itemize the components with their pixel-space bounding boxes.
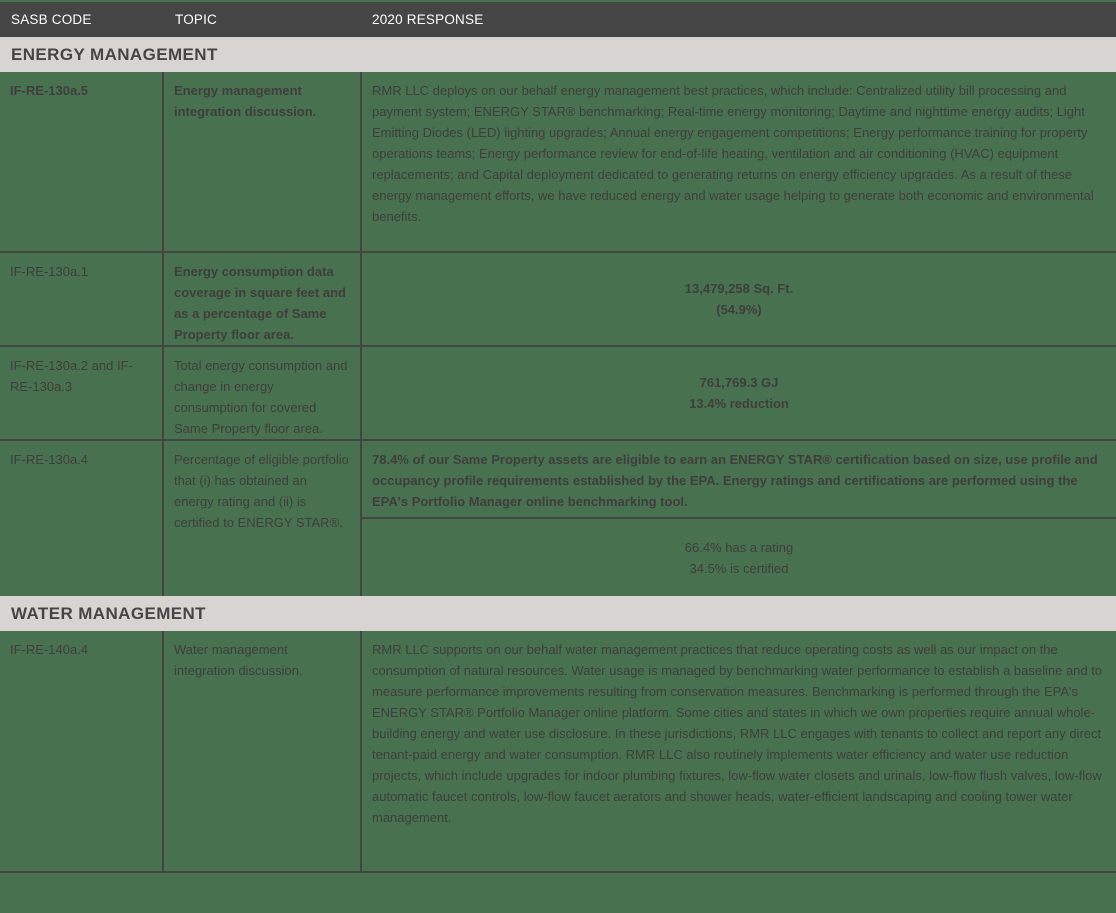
topic: Percentage of eligible portfolio that (i) has obtained an energy rating and (ii) is certified to ENERGY STAR®. (164, 441, 362, 596)
response-value: 13,479,258 Sq. Ft. (684, 281, 794, 296)
topic: Water management integration discussion. (164, 631, 362, 871)
table-row (0, 441, 1116, 596)
response: RMR LLC supports on our behalf water management practices that reduce operating costs as well as our impact on the consumption of natural resources. Water usage is managed by benchmarking water performance to establish a baseline and to measure performance improvements resulting from conservation measures. Benchmarking is performed through the EPA's ENERGY STAR® Portfolio Manager online platform. Some cities and states in which we own properties require annual whole-building energy and water use disclosure. In these jurisdictions, RMR LLC engages with tenants to collect and report any direct tenant-paid energy and water consumption. RMR LLC also routinely implements water efficiency and water use reduction projects, which include upgrades for indoor plumbing fixtures, low-flow water closets and urinals, low-flow flush valves, low-flow automatic faucet controls, low-flow faucet aerators and shower heads, water-efficient landscaping and cooling tower water management. (372, 642, 1103, 825)
sasb-code: IF-RE-130a.2 and IF-RE-130a.3 (0, 347, 164, 439)
response-change: 13.4% reduction (689, 396, 789, 411)
table-header (0, 2, 1116, 37)
table-row (0, 72, 1116, 253)
sasb-code: IF-RE-130a.5 (0, 72, 164, 251)
topic: Energy consumption data coverage in square feet and as a percentage of Same Property floor area. (164, 253, 362, 345)
sasb-table (0, 2, 1116, 873)
response (362, 253, 1116, 345)
response: RMR LLC deploys on our behalf energy management best practices, which include: Centralized utility bill processing and payment system; ENERGY STAR® benchmarking; Real-time energy monitoring; Daytime and nighttime energy audits; Light Emitting Diodes (LED) lighting upgrades; Annual energy engagement competitions; Energy performance training for property operations teams; Energy performance review for end-of-life heating, ventilation and air conditioning (HVAC) equipment replacements; and Capital deployment dedicated to generating returns on energy efficiency upgrades. As a result of these energy management efforts, we have reduced energy and water usage helping to generate both economic and environmental benefits. (372, 83, 1094, 224)
response-text: 78.4% of our Same Property assets are eligible to earn an ENERGY STAR® certification based on size, use profile and occupancy profile requirements established by the EPA. Energy ratings and certifications are performed using the EPA's Portfolio Manager online benchmarking tool. (362, 441, 1116, 519)
sasb-code: IF-RE-130a.1 (0, 253, 164, 345)
response (362, 441, 1116, 596)
header-response: 2020 RESPONSE (372, 12, 484, 27)
section-water-management: WATER MANAGEMENT (0, 596, 1116, 631)
header-topic: TOPIC (175, 12, 218, 27)
sasb-code: IF-RE-140a.4 (0, 631, 164, 871)
rating-stat: 66.4% has a rating (684, 539, 794, 555)
header-sasb-code: SASB CODE (11, 12, 92, 27)
section-energy-management: ENERGY MANAGEMENT (0, 37, 1116, 72)
response (362, 347, 1116, 439)
topic: Energy management integration discussion. (164, 72, 362, 251)
topic: Total energy consumption and change in energy consumption for covered Same Property floor area. (164, 347, 362, 439)
response-percentage: (54.9%) (716, 302, 762, 317)
table-row (0, 347, 1116, 441)
table-row (0, 253, 1116, 347)
response-stats (362, 519, 1116, 596)
response-value: 761,769.3 GJ (699, 375, 779, 390)
sasb-code: IF-RE-130a.4 (0, 441, 164, 596)
table-row (0, 631, 1116, 873)
certified-stat: 34.5% is certified (689, 560, 789, 576)
